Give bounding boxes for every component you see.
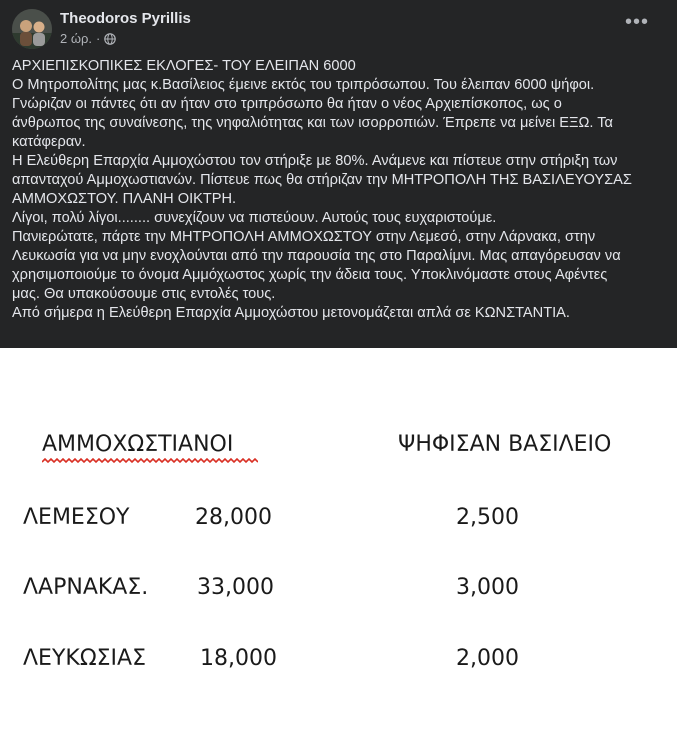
post-text-line: απανταχού Αμμοχωστιανών. Πίστευε πως θα στήριζαν την ΜΗΤΡΟΠΟΛΗ ΤΗΣ ΒΑΣΙΛΕΥΟΥΣΑΣ — [12, 172, 632, 188]
post-text-line: Λίγοι, πολύ λίγοι........ συνεχίζουν να πιστεύουν. Αυτούς τους ευχαριστούμε. — [12, 210, 497, 226]
post-text-line: Γνώριζαν οι πάντες ότι αν ήταν στο τριπρόσωπο θα ήταν ο νέος Αρχιεπίσκοπος, ως ο — [12, 96, 562, 112]
more-options-icon: ••• — [624, 11, 649, 33]
post-text-line: ΑΡΧΙΕΠΙΣΚΟΠΙΚΕΣ ΕΚΛΟΓΕΣ- ΤΟΥ ΕΛΕΙΠΑΝ 6000 — [12, 58, 356, 74]
row-total: 33,000 — [197, 575, 274, 600]
post-text-line: Πανιερώτατε, πάρτε την ΜΗΤΡΟΠΟΛΗ ΑΜΜΟΧΩΣΤΟΥ στην Λεμεσό, στην Λάρνακα, στην — [12, 229, 596, 245]
post-text-line: Από σήμερα η Ελεύθερη Επαρχία Αμμοχώστου μετονομάζεται απλά σε ΚΩΝΣΤΑΝΤΙΑ. — [12, 305, 570, 321]
post-text-line: ΑΜΜΟΧΩΣΤΟΥ. ΠΛΑΝΗ ΟΙΚΤΡΗ. — [12, 191, 237, 207]
post-text-line: Η Ελεύθερη Επαρχία Αμμοχώστου τον στήριξε με 80%. Ανάμενε και πίστευε στην στήριξη των — [12, 153, 618, 169]
avatar-photo-icon — [12, 9, 52, 49]
avatar[interactable] — [12, 9, 52, 49]
post-text-line: χρησιμοποιούμε το όνομα Αμμόχωστος χωρίς την άδεια τους. Υποκλινόμαστε στους Αφέντες — [12, 267, 608, 283]
post-image[interactable] — [0, 348, 677, 730]
row-total: 18,000 — [200, 646, 277, 671]
meta-separator: · — [96, 31, 101, 46]
row-voted: 3,000 — [456, 575, 519, 600]
table-header-right: ΨΗΦΙΣΑΝ ΒΑΣΙΛΕΙΟ — [398, 432, 612, 457]
post-text-line: κατάφεραν. — [12, 134, 86, 150]
row-city: ΛΕΜΕΣΟΥ — [23, 505, 130, 530]
row-city: ΛΕΥΚΩΣΙΑΣ — [23, 646, 146, 671]
post-meta — [60, 31, 116, 46]
author-name[interactable]: Theodoros Pyrillis — [60, 10, 191, 27]
post-text-line: άνθρωπος της συναίνεσης, της νηφαλιότητας και των ισορροπιών. Έπρεπε να μείνει ΕΞΩ. Τα — [12, 115, 613, 131]
row-city: ΛΑΡΝΑΚΑΣ. — [23, 575, 149, 600]
post-header — [0, 0, 677, 55]
table-header-left: ΑΜΜΟΧΩΣΤΙΑΝΟΙ — [42, 432, 234, 457]
row-voted: 2,000 — [456, 646, 519, 671]
post-text-line: Ο Μητροπολίτης μας κ.Βασίλειος έμεινε εκτός του τριπρόσωπου. Του έλειπαν 6000 ψήφοι. — [12, 77, 595, 93]
post-time[interactable]: 2 ώρ. — [60, 31, 92, 46]
spellcheck-underline-icon — [42, 458, 258, 464]
row-voted: 2,500 — [456, 505, 519, 530]
globe-icon — [104, 33, 116, 45]
more-options-button[interactable] — [619, 12, 655, 40]
post-text — [12, 57, 667, 323]
post-text-line: Λευκωσία για να μην ενοχλούνται από την παρουσία της στο Παραλίμνι. Μας απαγόρευσαν να — [12, 248, 621, 264]
row-total: 28,000 — [195, 505, 272, 530]
post-text-line: μας. Θα υπακούσουμε στις εντολές τους. — [12, 286, 276, 302]
